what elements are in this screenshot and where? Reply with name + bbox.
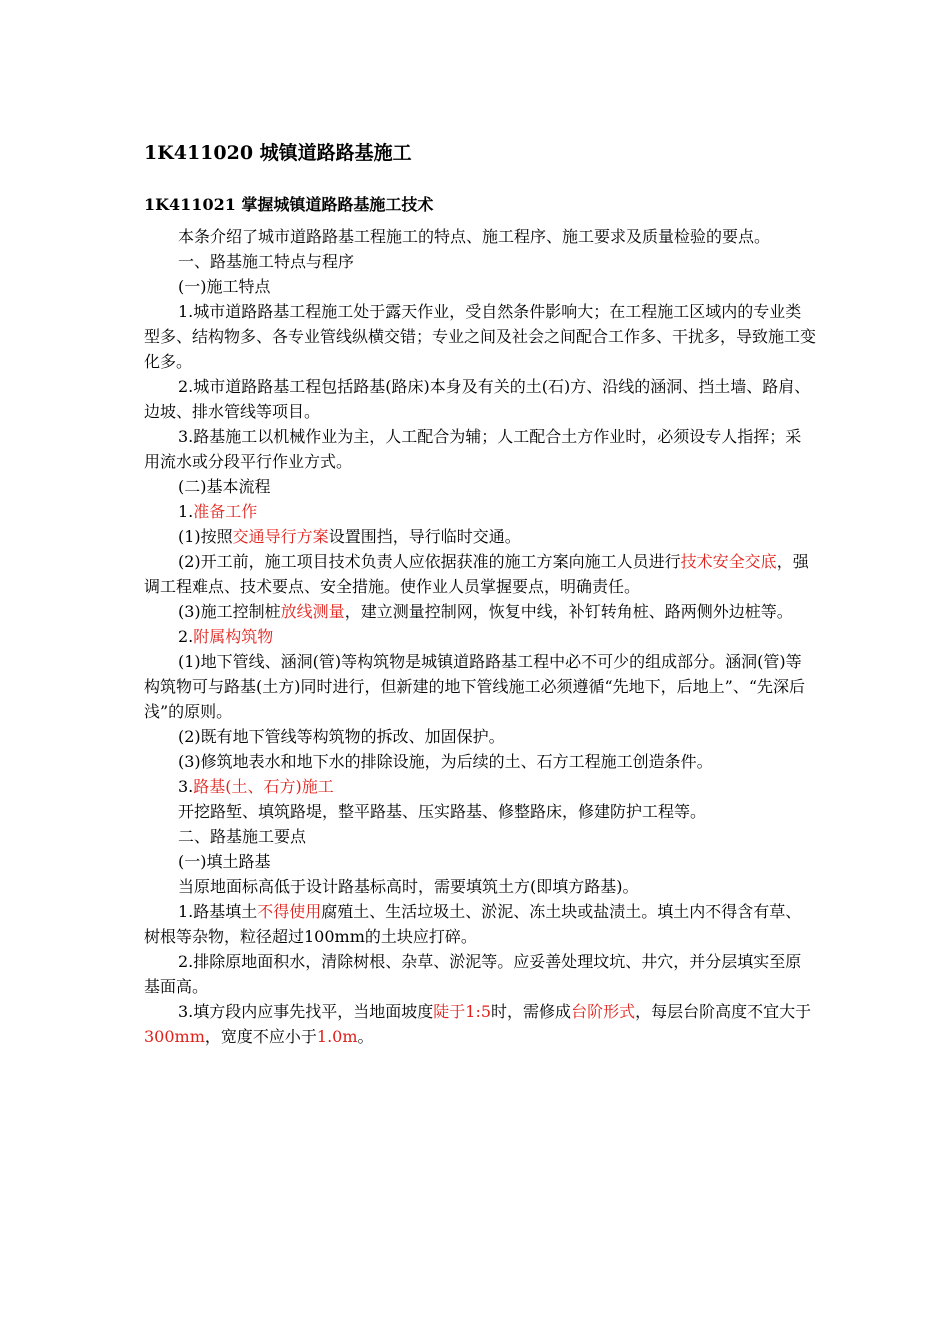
paragraph-text: 。 bbox=[357, 1027, 374, 1046]
paragraph bbox=[144, 524, 816, 549]
paragraph-text: (一)施工特点 bbox=[178, 277, 271, 296]
paragraph-text: (1)地下管线、涵洞(管)等构筑物是城镇道路路基工程中必不可少的组成部分。涵洞(管)等构筑物可与路基(土方)同时进行，但新建的地下管线施工必须遵循“先地下，后地上”、“先深后浅”的原则。 bbox=[144, 652, 806, 721]
paragraph bbox=[144, 999, 816, 1049]
paragraph-text: 1.路基填土 bbox=[178, 902, 258, 921]
section-title: 1K411020 城镇道路路基施工 bbox=[144, 142, 412, 164]
paragraph bbox=[144, 774, 816, 799]
paragraph-text: 2.城市道路路基工程包括路基(路床)本身及有关的土(石)方、沿线的涵洞、挡土墙、路肩、边坡、排水管线等项目。 bbox=[144, 377, 811, 421]
paragraph-text: 1.城市道路路基工程施工处于露天作业，受自然条件影响大；在工程施工区域内的专业类型多、结构物多、各专业管线纵横交错；专业之间及社会之间配合工作多、干扰多，导致施工变化多。 bbox=[144, 302, 817, 371]
paragraph-text: (2)开工前，施工项目技术负责人应依据获准的施工方案向施工人员进行 bbox=[178, 552, 681, 571]
highlighted-text: 路基(土、石方)施工 bbox=[193, 777, 334, 796]
paragraph-text: (一)填土路基 bbox=[178, 852, 271, 871]
paragraph bbox=[144, 599, 816, 624]
paragraph-text: 2.排除原地面积水，清除树根、杂草、淤泥等。应妥善处理坟坑、井穴，并分层填实至原基面高。 bbox=[144, 952, 802, 996]
paragraph bbox=[144, 499, 816, 524]
paragraph-text: 腐殖土、生活垃圾土、淤泥、冻土块或盐渍土。填土内不得含有草、树根等杂物，粒径超过100mm的土块应打碎。 bbox=[144, 902, 802, 946]
paragraph bbox=[144, 949, 816, 999]
paragraph-text: ，建立测量控制网，恢复中线，补钉转角桩、路两侧外边桩等。 bbox=[344, 602, 793, 621]
paragraph-text: 本条介绍了城市道路路基工程施工的特点、施工程序、施工要求及质量检验的要点。 bbox=[178, 227, 771, 246]
paragraph bbox=[144, 649, 816, 724]
paragraph-text: 当原地面标高低于设计路基标高时，需要填筑土方(即填方路基)。 bbox=[178, 877, 639, 896]
paragraph-text: ，宽度不应小于 bbox=[204, 1027, 317, 1046]
paragraph-text: 3.填方段内应事先找平，当地面坡度 bbox=[178, 1002, 434, 1021]
paragraph bbox=[144, 549, 816, 599]
paragraph-text: 3. bbox=[178, 777, 194, 796]
paragraph bbox=[144, 299, 816, 374]
paragraph bbox=[144, 624, 816, 649]
paragraph-text: 1. bbox=[178, 502, 194, 521]
highlighted-text: 放线测量 bbox=[280, 602, 345, 621]
document-body bbox=[144, 224, 816, 1049]
highlighted-text: 交通导行方案 bbox=[232, 527, 329, 546]
paragraph bbox=[144, 274, 816, 299]
paragraph-text: (2)既有地下管线等构筑物的拆改、加固保护。 bbox=[178, 727, 505, 746]
paragraph-text: 2. bbox=[178, 627, 194, 646]
paragraph bbox=[144, 724, 816, 749]
highlighted-text: 台阶形式 bbox=[571, 1002, 636, 1021]
paragraph-text: 开挖路堑、填筑路堤，整平路基、压实路基、修整路床，修建防护工程等。 bbox=[178, 802, 707, 821]
highlighted-text: 陡于1:5 bbox=[433, 1002, 492, 1021]
paragraph-text: 3.路基施工以机械作业为主，人工配合为辅；人工配合土方作业时，必须设专人指挥；采用流水或分段平行作业方式。 bbox=[144, 427, 802, 471]
document-page bbox=[144, 130, 816, 1049]
paragraph-text: 设置围挡，导行临时交通。 bbox=[328, 527, 521, 546]
paragraph-text: (3)修筑地表水和地下水的排除设施，为后续的土、石方工程施工创造条件。 bbox=[178, 752, 713, 771]
paragraph bbox=[144, 874, 816, 899]
highlighted-text: 技术安全交底 bbox=[680, 552, 777, 571]
highlighted-text: 不得使用 bbox=[257, 902, 322, 921]
paragraph bbox=[144, 899, 816, 949]
subsection-title: 1K411021 掌握城镇道路路基施工技术 bbox=[144, 195, 434, 214]
paragraph-text: ，每层台阶高度不宜大于 bbox=[635, 1002, 812, 1021]
highlighted-text: 附属构筑物 bbox=[193, 627, 274, 646]
paragraph-text: ，强调工程难点、技术要点、安全措施。使作业人员掌握要点，明确责任。 bbox=[144, 552, 809, 596]
paragraph bbox=[144, 849, 816, 874]
paragraph-text: (1)按照 bbox=[178, 527, 233, 546]
paragraph bbox=[144, 799, 816, 824]
paragraph-text: 一、路基施工特点与程序 bbox=[178, 252, 355, 271]
paragraph bbox=[144, 474, 816, 499]
highlighted-text: 300mm bbox=[144, 1027, 205, 1046]
paragraph bbox=[144, 374, 816, 424]
paragraph-text: 时，需修成 bbox=[491, 1002, 572, 1021]
paragraph bbox=[144, 749, 816, 774]
highlighted-text: 准备工作 bbox=[193, 502, 258, 521]
paragraph bbox=[144, 224, 816, 249]
paragraph-text: 二、路基施工要点 bbox=[178, 827, 307, 846]
paragraph-text: (二)基本流程 bbox=[178, 477, 271, 496]
paragraph bbox=[144, 424, 816, 474]
highlighted-text: 1.0m bbox=[316, 1027, 358, 1046]
paragraph bbox=[144, 824, 816, 849]
paragraph-text: (3)施工控制桩 bbox=[178, 602, 281, 621]
paragraph bbox=[144, 249, 816, 274]
